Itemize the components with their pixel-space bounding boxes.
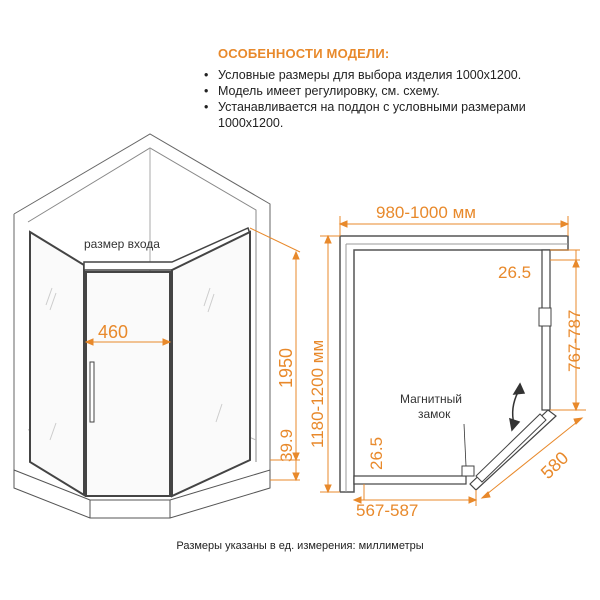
- door-handle: [90, 362, 94, 422]
- offset-top-value: 26.5: [498, 263, 532, 282]
- right-glass-panel: [172, 232, 250, 496]
- height-value: 1950: [276, 347, 296, 388]
- features-title: ОСОБЕННОСТИ МОДЕЛИ:: [218, 46, 390, 61]
- entry-size-label: размер входа: [84, 237, 160, 251]
- lock-leader-line: [464, 424, 466, 466]
- feature-item: • Условные размеры для выбора изделия 1000x1200.: [218, 67, 578, 83]
- magnetic-lock-label: замок: [418, 407, 451, 421]
- width-range-value: 980-1000 мм: [376, 203, 476, 222]
- adjust-arrow-icon: [510, 384, 524, 430]
- magnetic-lock: [462, 466, 474, 476]
- feature-item: • Модель имеет регулировку, см. схему.: [218, 83, 578, 99]
- tray-height-value: 39.9: [277, 428, 296, 462]
- diagonal-panel-value: 580: [536, 447, 573, 483]
- door-panel: [86, 272, 170, 496]
- feature-item: • Устанавливается на поддон с условными размерами 1000x1200.: [218, 99, 578, 131]
- depth-range-value: 1180-1200 мм: [308, 339, 327, 448]
- right-wall-range-value: 767-787: [565, 309, 584, 372]
- plan-right-fitting: [539, 308, 551, 326]
- units-footnote: Размеры указаны в ед. измерения: миллиметры: [176, 540, 424, 552]
- left-glass-panel: [30, 232, 84, 495]
- bottom-wall-range-value: 567-587: [356, 501, 419, 520]
- front-view: [14, 134, 270, 518]
- plan-right-panel: [542, 250, 550, 410]
- entry-width-value: 460: [98, 322, 129, 342]
- plan-bottom-panel: [354, 476, 466, 484]
- offset-bottom-value: 26.5: [367, 436, 386, 470]
- magnetic-lock-label: Магнитный: [400, 392, 462, 406]
